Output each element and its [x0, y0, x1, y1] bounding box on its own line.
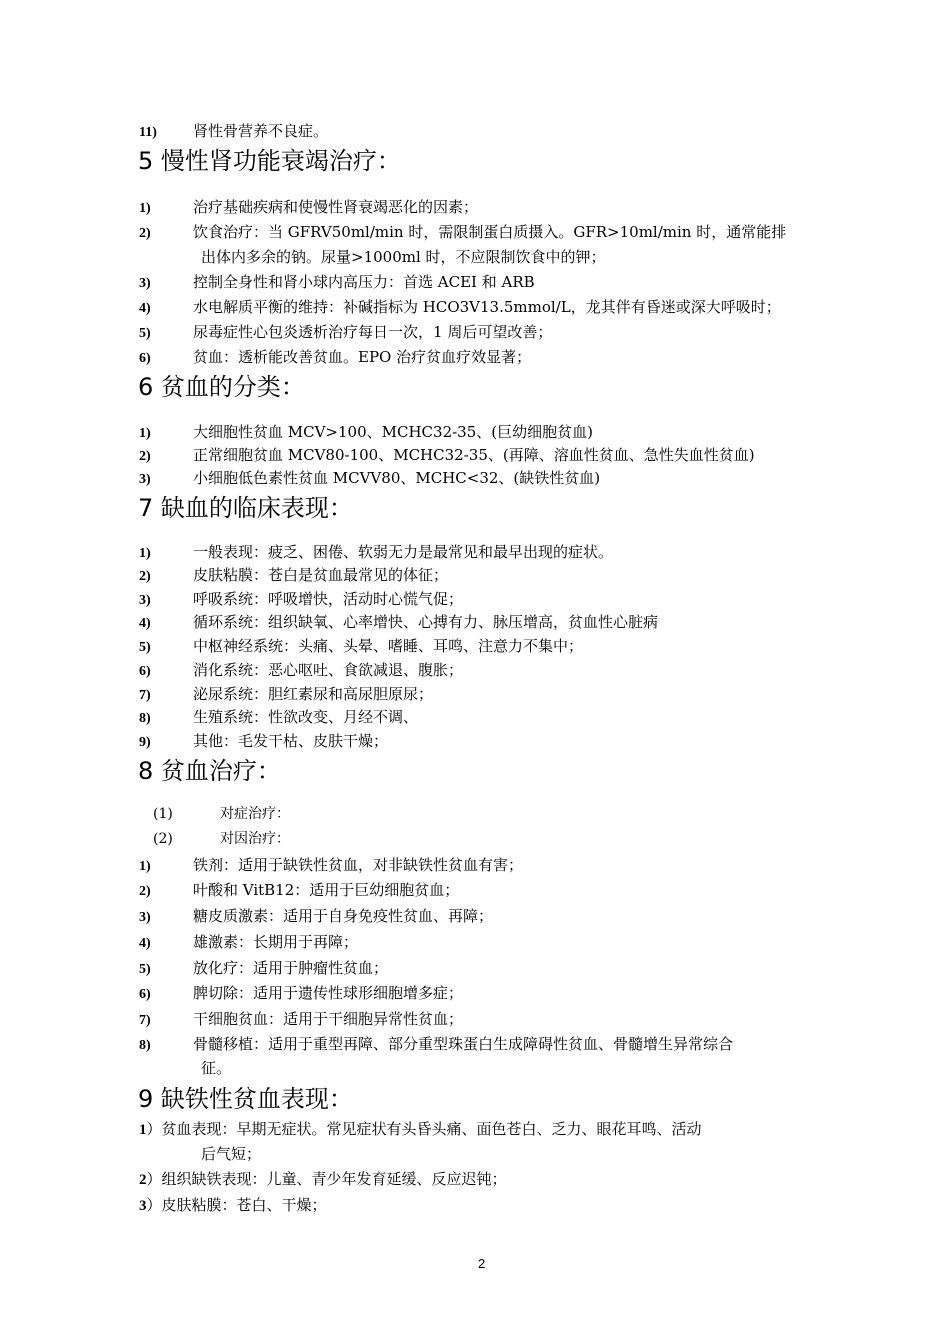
list-item	[139, 958, 388, 980]
list-text: 铁剂：适用于缺铁性贫血，对非缺铁性贫血有害；	[193, 856, 524, 874]
list-text: 尿毒症性心包炎透析治疗每日一次，1 周后可望改善；	[193, 323, 553, 341]
section-heading-5: 5 慢性肾功能衰竭治疗：	[138, 147, 401, 175]
sub-number: (2)	[153, 831, 173, 847]
list-text: 大细胞性贫血 MCV>100、MCHC32-35、(巨幼细胞贫血)	[193, 423, 593, 441]
list-item	[139, 660, 463, 682]
list-item	[139, 542, 613, 564]
list-text: 小细胞低色素性贫血 MCVV80、MCHC<32、(缺铁性贫血)	[193, 469, 601, 487]
list-number: 5)	[139, 640, 151, 655]
list-text: 生殖系统：性欲改变、月经不调、	[193, 708, 419, 726]
list-item	[139, 347, 531, 369]
list-text: 消化系统：恶心呕吐、食欲减退、腹胀；	[193, 661, 464, 679]
list-text: 皮肤粘膜：苍白是贫血最常见的体征；	[193, 566, 449, 584]
list-number: 4)	[139, 936, 151, 951]
list-number: 1)	[139, 859, 151, 874]
list-number: 1)	[139, 546, 151, 561]
list-item	[139, 880, 459, 902]
list-number: 1)	[139, 426, 151, 441]
list-item	[139, 731, 388, 753]
list-item	[139, 1119, 702, 1140]
list-text: 水电解质平衡的维持：补碱指标为 HCO3V13.5mmol/L，龙其伴有昏迷或深大呼吸时；	[193, 298, 781, 316]
list-text: 一般表现：疲乏、困倦、软弱无力是最常见和最早出现的症状。	[193, 543, 614, 561]
list-item	[139, 684, 433, 706]
list-item	[139, 932, 358, 954]
section-heading-7: 7 缺血的临床表现：	[138, 494, 353, 522]
list-number: 9)	[139, 735, 151, 750]
list-text: 饮食治疗：当 GFRV50ml/min 时，需限制蛋白质摄入。GFR>10ml/min 时，通常能排	[193, 223, 787, 241]
list-number: 6)	[139, 987, 151, 1002]
list-number: 3)	[139, 276, 151, 291]
sub-item	[153, 829, 290, 849]
list-number: 2)	[139, 226, 151, 241]
page-number: 2	[478, 1256, 486, 1271]
list-item	[139, 906, 493, 928]
sub-text: 对症治疗：	[220, 806, 290, 822]
list-item	[139, 422, 593, 444]
list-item	[139, 197, 478, 219]
list-text: 其他：毛发干枯、皮肤干燥；	[193, 732, 389, 750]
list-number: 2	[139, 1172, 147, 1188]
list-item	[139, 589, 463, 611]
section-heading-8: 8 贫血治疗：	[138, 757, 281, 785]
list-item	[139, 445, 755, 467]
section-heading-9: 9 缺铁性贫血表现：	[138, 1085, 353, 1113]
list-number: 2)	[139, 449, 151, 464]
list-item	[139, 1009, 463, 1031]
list-item	[139, 322, 552, 344]
list-text-continuation: 后气短；	[201, 1145, 262, 1163]
list-text: 骨髓移植：适用于重型再障、部分重型珠蛋白生成障碍性贫血、骨髓增生异常综合	[193, 1035, 734, 1053]
list-number: 4)	[139, 301, 151, 316]
sub-item	[153, 804, 290, 824]
list-text: 叶酸和 VitB12：适用于巨幼细胞贫血；	[193, 881, 460, 899]
list-item	[139, 272, 535, 294]
list-text: 治疗基础疾病和使慢性肾衰竭恶化的因素；	[193, 198, 479, 216]
list-item	[139, 983, 463, 1005]
list-item	[139, 612, 658, 634]
list-item	[139, 1169, 507, 1190]
list-text: ）皮肤粘膜：苍白、干燥；	[146, 1196, 327, 1214]
list-number: 7)	[139, 688, 151, 703]
list-text: 糖皮质激素：适用于自身免疫性贫血、再障；	[193, 907, 494, 925]
sub-number: (1)	[153, 806, 173, 822]
list-text: ）组织缺铁表现：儿童、青少年发育延缓、反应迟钝；	[146, 1170, 507, 1188]
list-number: 3)	[139, 593, 151, 608]
list-text: 雄激素：长期用于再障；	[193, 933, 359, 951]
list-number: 4)	[139, 616, 151, 631]
list-item	[139, 222, 786, 244]
list-item	[139, 565, 448, 587]
list-item	[139, 707, 418, 729]
list-text: 呼吸系统：呼吸增快，活动时心慌气促；	[193, 590, 464, 608]
list-number: 2)	[139, 569, 151, 584]
list-item	[139, 1195, 327, 1216]
list-text: 干细胞贫血：适用于干细胞异常性贫血；	[193, 1010, 464, 1028]
list-text: 中枢神经系统：头痛、头晕、嗜睡、耳鸣、注意力不集中；	[193, 637, 584, 655]
list-text: 循环系统：组织缺氧、心率增快、心搏有力、脉压增高，贫血性心脏病	[193, 613, 659, 631]
list-number: 5)	[139, 962, 151, 977]
list-text: 泌尿系统：胆红素尿和高尿胆原尿；	[193, 685, 434, 703]
list-number: 3)	[139, 472, 151, 487]
list-item	[139, 297, 781, 319]
list-number: 6)	[139, 351, 151, 366]
list-item	[139, 855, 523, 877]
list-number: 8)	[139, 711, 151, 726]
list-text: 肾性骨营养不良症。	[193, 122, 329, 140]
section-heading-6: 6 贫血的分类：	[138, 373, 305, 401]
list-text: ）贫血表现：早期无症状。常见症状有头昏头痛、面色苍白、乏力、眼花耳鸣、活动	[146, 1120, 702, 1138]
list-number: 3)	[139, 910, 151, 925]
list-text: 正常细胞贫血 MCV80-100、MCHC32-35、(再障、溶血性贫血、急性失血性贫血)	[193, 446, 755, 464]
list-number: 1	[139, 1122, 147, 1138]
list-number: 8)	[139, 1038, 151, 1053]
list-item	[139, 468, 600, 490]
list-number: 11)	[139, 125, 157, 140]
list-item	[139, 121, 328, 143]
list-number: 1)	[139, 201, 151, 216]
list-text-continuation: 征。	[201, 1059, 232, 1077]
list-text: 脾切除：适用于遗传性球形细胞增多症；	[193, 984, 464, 1002]
list-text: 控制全身性和肾小球内高压力：首选 ACEI 和 ARB	[193, 273, 535, 291]
list-item	[139, 1034, 733, 1056]
sub-text: 对因治疗：	[220, 831, 290, 847]
list-number: 7)	[139, 1013, 151, 1028]
list-text-continuation: 出体内多余的钠。尿量>1000ml 时，不应限制饮食中的钾；	[201, 248, 606, 266]
list-text: 放化疗：适用于肿瘤性贫血；	[193, 959, 389, 977]
list-text: 贫血：透析能改善贫血。EPO 治疗贫血疗效显著；	[193, 348, 532, 366]
list-number: 6)	[139, 664, 151, 679]
list-item	[139, 636, 583, 658]
list-number: 3	[139, 1198, 147, 1214]
list-number: 2)	[139, 884, 151, 899]
list-number: 5)	[139, 326, 151, 341]
